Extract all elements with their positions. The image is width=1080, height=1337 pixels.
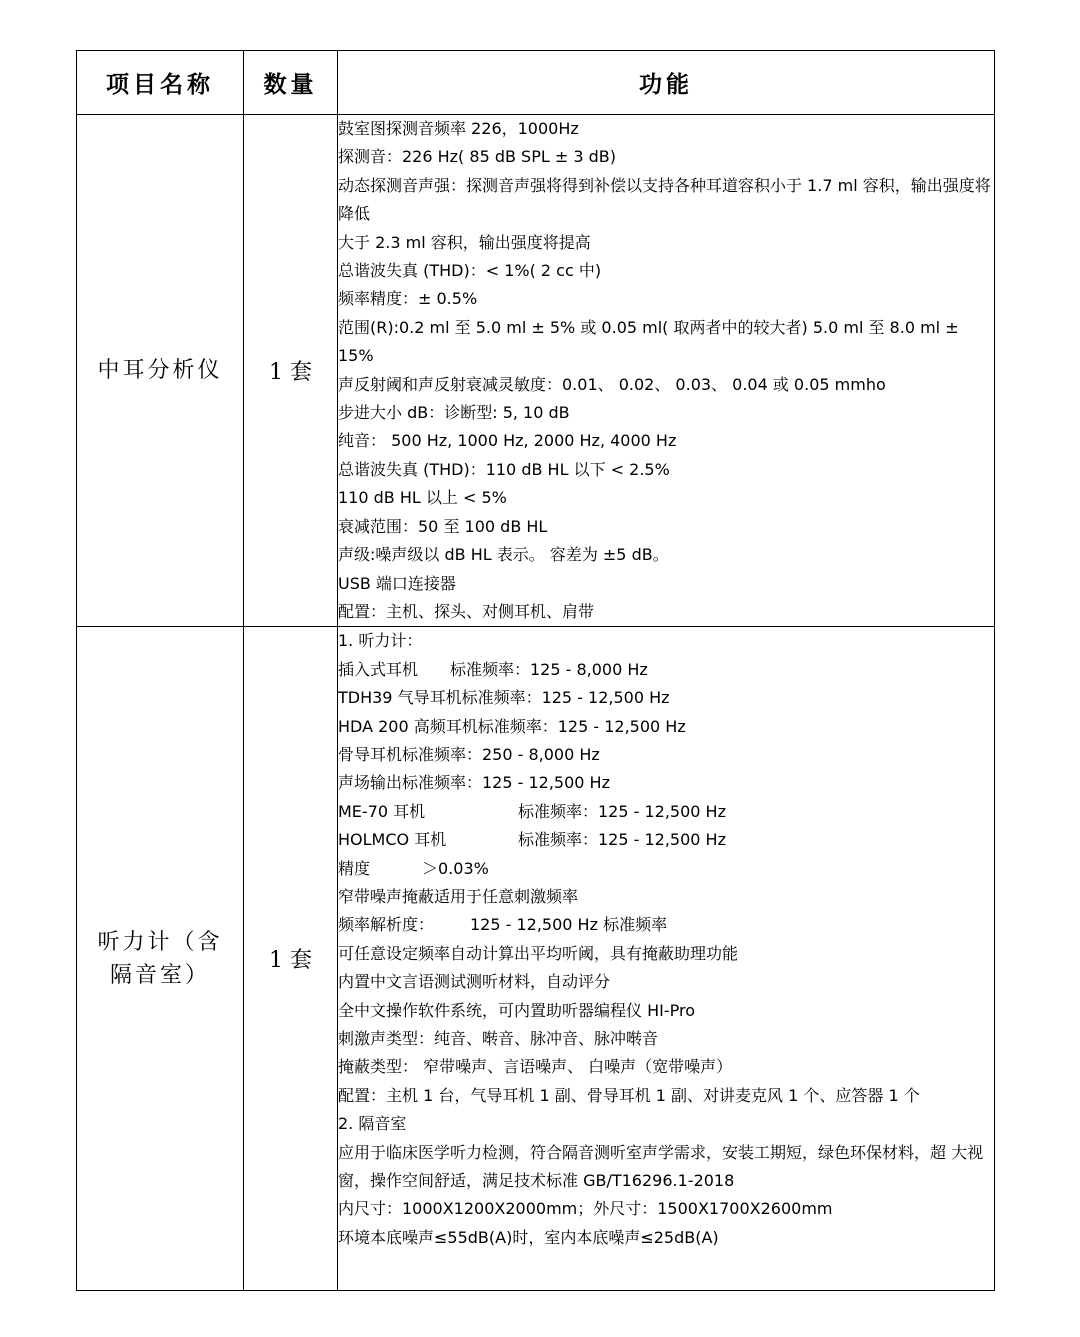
function-label: 插入式耳机 bbox=[338, 659, 419, 679]
function-line: 衰减范围：50 至 100 dB HL bbox=[338, 516, 548, 536]
header-quantity: 数量 bbox=[244, 51, 338, 115]
function-label: HOLMCO 耳机 bbox=[338, 830, 447, 850]
function-label: ME-70 耳机 bbox=[338, 801, 426, 821]
function-line: 窄带噪声掩蔽适用于任意刺激频率 bbox=[338, 886, 579, 906]
function-line: 刺激声类型：纯音、啭音、脉冲音、脉冲啭音 bbox=[338, 1029, 659, 1048]
function-line: 声场输出标准频率：125 - 12,500 Hz bbox=[338, 773, 610, 793]
function-line: 内置中文言语测试测听材料，自动评分 bbox=[338, 972, 611, 992]
function-line bbox=[338, 826, 994, 854]
function-line: 总谐波失真 (THD)：110 dB HL 以下 < 2.5% bbox=[338, 459, 670, 479]
function-line: 纯音： 500 Hz, 1000 Hz, 2000 Hz, 4000 Hz bbox=[338, 431, 677, 451]
item-name: 中耳分析仪 bbox=[77, 115, 244, 627]
function-line bbox=[338, 656, 994, 684]
item-name-line: 隔音室） bbox=[109, 962, 210, 988]
function-line: TDH39 气导耳机标准频率：125 - 12,500 Hz bbox=[338, 688, 670, 708]
function-label: 精度 bbox=[338, 858, 371, 878]
function-line bbox=[338, 798, 994, 826]
function-line: 频率精度：± 0.5% bbox=[338, 289, 478, 309]
function-value: 标准频率：125 - 8,000 Hz bbox=[450, 659, 648, 679]
function-label: 频率解析度： bbox=[338, 915, 435, 935]
function-cell bbox=[338, 627, 995, 1291]
function-line: 骨导耳机标准频率：250 - 8,000 Hz bbox=[338, 744, 600, 764]
function-value: ＞0.03% bbox=[422, 858, 489, 878]
function-value: 125 - 12,500 Hz 标准频率 bbox=[470, 915, 668, 935]
function-line: USB 端口连接器 bbox=[338, 573, 456, 593]
function-line: 2. 隔音室 bbox=[338, 1114, 407, 1134]
spec-table bbox=[76, 50, 995, 1291]
function-line: 总谐波失真 (THD)：< 1%( 2 cc 中) bbox=[338, 261, 602, 281]
function-line: 步进大小 dB：诊断型: 5, 10 dB bbox=[338, 403, 570, 423]
function-line: 大于 2.3 ml 容积，输出强度将提高 bbox=[338, 232, 591, 252]
function-line: 范围(R):0.2 ml 至 5.0 ml ± 5% 或 0.05 ml( 取两者中的较大者) 5.0 ml 至 8.0 ml ± 15% bbox=[338, 317, 959, 366]
function-line: 环境本底噪声≤55dB(A)时，室内本底噪声≤25dB(A) bbox=[338, 1227, 719, 1247]
item-name-line: 听力计（含 bbox=[97, 929, 223, 955]
header-function: 功能 bbox=[338, 51, 995, 115]
function-line: 内尺寸：1000X1200X2000mm；外尺寸：1500X1700X2600mm bbox=[338, 1199, 833, 1219]
function-line: 全中文操作软件系统，可内置助听器编程仪 HI-Pro bbox=[338, 1000, 695, 1020]
item-quantity: 1 套 bbox=[244, 115, 338, 627]
function-line: 探测音：226 Hz( 85 dB SPL ± 3 dB) bbox=[338, 147, 616, 167]
function-line: 配置：主机 1 台，气导耳机 1 副、骨导耳机 1 副、对讲麦克风 1 个、应答器 1 个 bbox=[338, 1085, 920, 1105]
function-line: 声级:噪声级以 dB HL 表示。 容差为 ±5 dB。 bbox=[338, 545, 669, 565]
function-line: 声反射阈和声反射衰减灵敏度：0.01、 0.02、 0.03、 0.04 或 0.05 mmho bbox=[338, 374, 886, 394]
header-item-name: 项目名称 bbox=[77, 51, 244, 115]
function-line: 可任意设定频率自动计算出平均听阈，具有掩蔽助理功能 bbox=[338, 943, 739, 963]
table-row bbox=[77, 115, 995, 627]
function-cell bbox=[338, 115, 995, 627]
function-value: 标准频率：125 - 12,500 Hz bbox=[518, 801, 726, 821]
item-name bbox=[77, 627, 244, 1291]
function-line bbox=[338, 855, 994, 883]
function-line: 1. 听力计： bbox=[338, 631, 423, 651]
table-row bbox=[77, 627, 995, 1291]
function-line: HDA 200 高频耳机标准频率：125 - 12,500 Hz bbox=[338, 716, 686, 736]
function-line bbox=[338, 911, 994, 939]
item-quantity: 1 套 bbox=[244, 627, 338, 1291]
function-line: 应用于临床医学听力检测，符合隔音测听室声学需求，安装工期短，绿色环保材料，超 大视窗，操作空间舒适，满足技术标准 GB/T16296.1-2018 bbox=[338, 1142, 984, 1191]
function-line: 掩蔽类型： 窄带噪声、言语噪声、 白噪声（宽带噪声） bbox=[338, 1057, 733, 1077]
function-value: 标准频率：125 - 12,500 Hz bbox=[518, 830, 726, 850]
header-row bbox=[77, 51, 995, 115]
function-line: 110 dB HL 以上 < 5% bbox=[338, 488, 507, 508]
function-line: 动态探测音声强：探测音声强将得到补偿以支持各种耳道容积小于 1.7 ml 容积，输出强度将降低 bbox=[338, 175, 991, 224]
function-line: 配置：主机、探头、对侧耳机、肩带 bbox=[338, 601, 595, 621]
function-line: 鼓室图探测音频率 226，1000Hz bbox=[338, 119, 579, 138]
